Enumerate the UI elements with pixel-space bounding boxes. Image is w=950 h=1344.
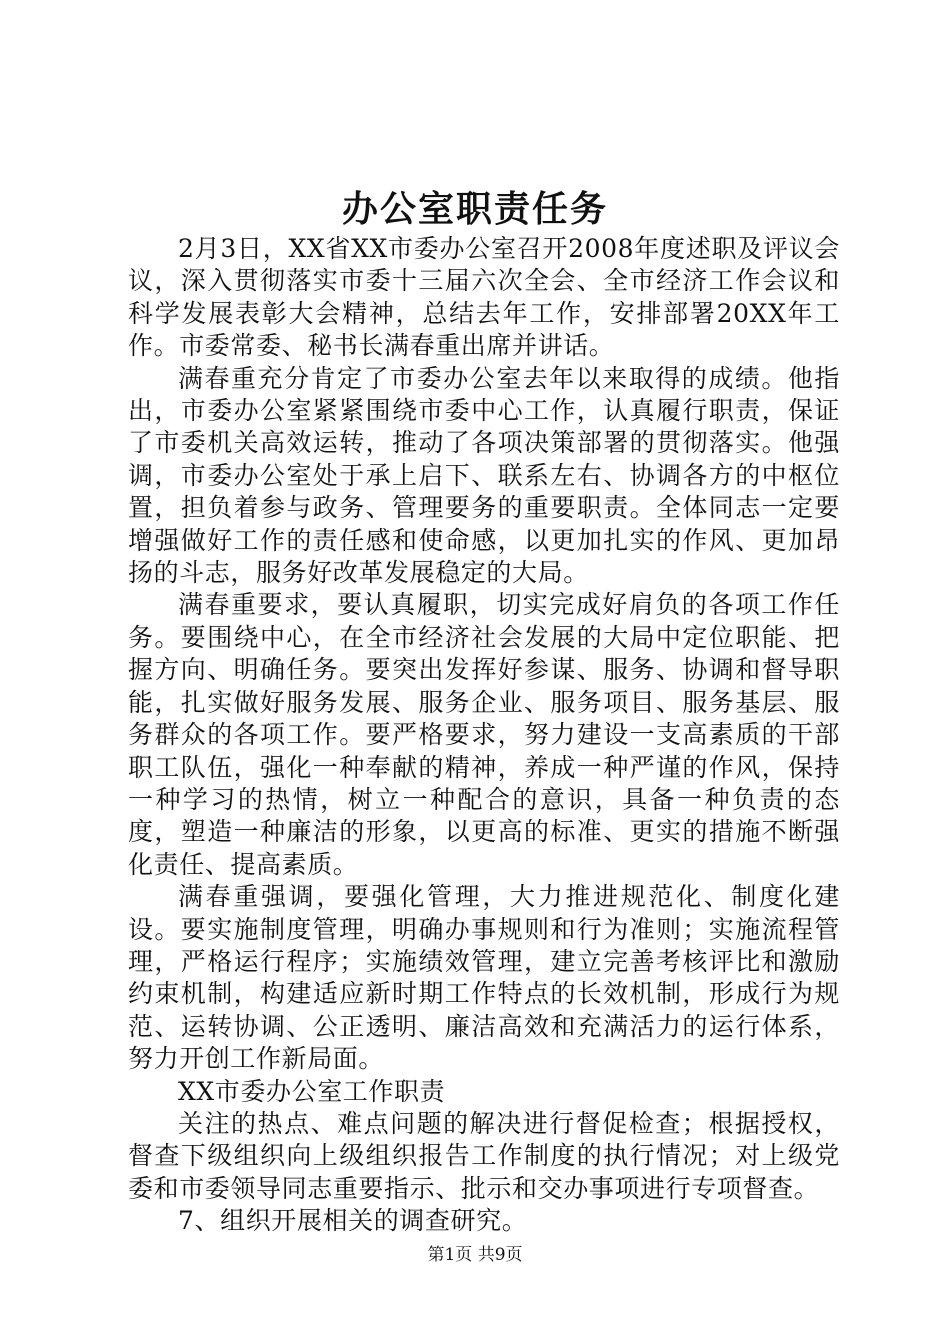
section-heading-duties: XX市委办公室工作职责 (178, 1076, 446, 1106)
paragraph-achievements: 满春重充分肯定了市委办公室去年以来取得的成绩。他指出，市委办公室紧紧围绕市委中心工作，认真履行职责，保证了市委机关高效运转，推动了各项决策部署的贯彻落实。他强调，市委办公室处于承上启下、联系左右、协调各方的中枢位置，担负着参与政务、管理要务的重要职责。全体同志一定要增强做好工作的责任感和使命感，以更加扎实的作风、更加昂扬的斗志，服务好改革发展稳定的大局。 (128, 363, 840, 588)
page-number-footer: 第1页 共9页 (427, 1245, 523, 1265)
paragraph-research: 7、组织开展相关的调查研究。 (178, 1206, 528, 1236)
paragraph-requirements: 满春重要求，要认真履职，切实完成好肩负的各项工作任务。要围绕中心，在全市经济社会发展的大局中定位职能、把握方向、明确任务。要突出发挥好参谋、服务、协调和督导职能，扎实做好服务发展、服务企业、服务项目、服务基层、服务群众的各项工作。要严格要求，努力建设一支高素质的干部职工队伍，强化一种奉献的精神，养成一种严谨的作风，保持一种学习的热情，树立一种配合的意识，具备一种负责的态度，塑造一种廉洁的形象，以更高的标准、更实的措施不断强化责任、提高素质。 (128, 590, 840, 879)
document-title: 办公室职责任务 (341, 188, 608, 230)
paragraph-supervision: 关注的热点、难点问题的解决进行督促检查；根据授权，督查下级组织向上级组织报告工作制度的执行情况；对上级党委和市委领导同志重要指示、批示和交办事项进行专项督查。 (128, 1108, 840, 1203)
paragraph-management: 满春重强调，要强化管理，大力推进规范化、制度化建设。要实施制度管理，明确办事规则和行为准则；实施流程管理，严格运行程序；实施绩效管理，建立完善考核评比和激励约束机制，构建适应新时期工作特点的长效机制，形成行为规范、运转协调、公正透明、廉洁高效和充满活力的运行体系，努力开创工作新局面。 (128, 882, 840, 1074)
paragraph-meeting-intro: 2月3日，XX省XX市委办公室召开2008年度述职及评议会议，深入贯彻落实市委十三届六次全会、全市经济工作会议和科学发展表彰大会精神，总结去年工作，安排部署20XX年工作。市委常委、秘书长满春重出席并讲话。 (128, 234, 840, 361)
document-body (128, 233, 840, 1238)
